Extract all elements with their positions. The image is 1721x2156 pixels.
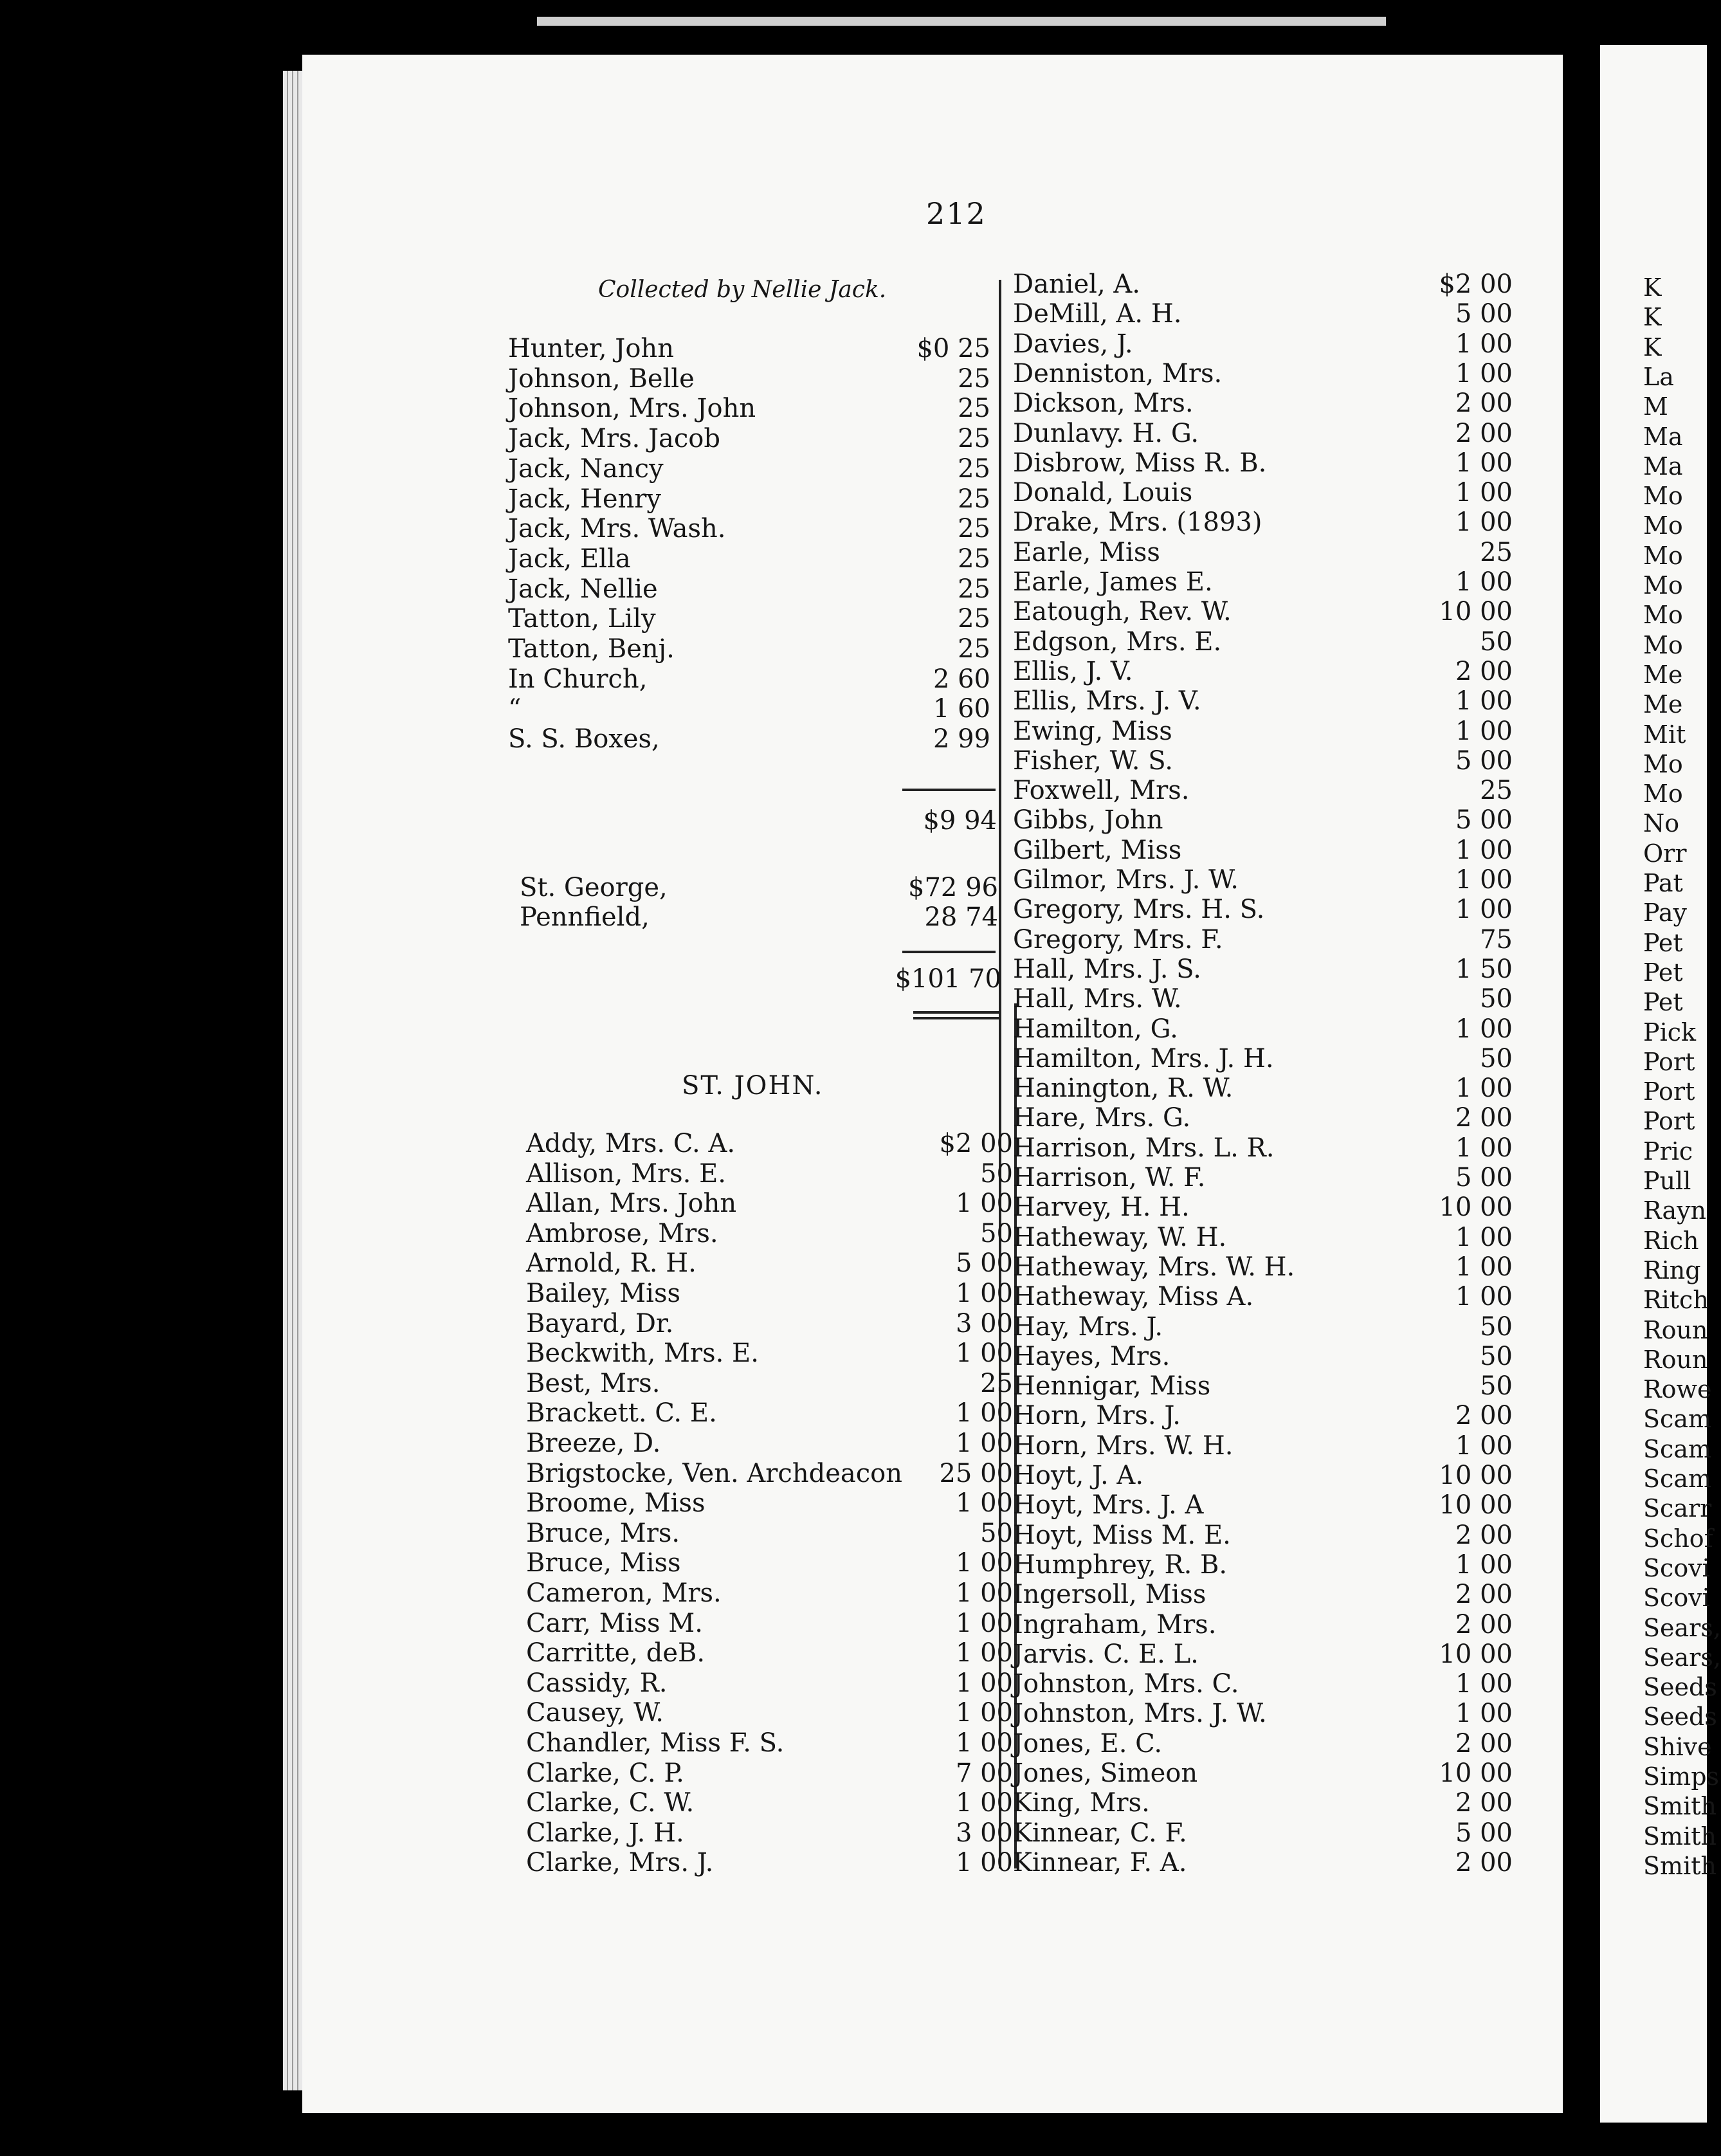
right-entry-amount: 2 00 xyxy=(1455,1580,1513,1609)
right-entry-name: Harrison, W. F. xyxy=(1013,1163,1206,1192)
right-entry-name: Disbrow, Miss R. B. xyxy=(1013,448,1267,478)
right-entry-name: Hall, Mrs. W. xyxy=(1013,984,1182,1014)
top-edge-strip xyxy=(537,17,1386,26)
right-entry-amount: 5 00 xyxy=(1455,1163,1513,1192)
next-page-fragment: Mo xyxy=(1643,750,1683,778)
right-entry-name: King, Mrs. xyxy=(1013,1788,1150,1818)
next-page-fragment: Port xyxy=(1643,1077,1695,1106)
next-page-fragment: Scam xyxy=(1643,1435,1712,1463)
entry-amount: 1 60 xyxy=(933,694,990,724)
right-entry-amount: 5 00 xyxy=(1455,1818,1513,1848)
right-entry-name: DeMill, A. H. xyxy=(1013,299,1182,329)
right-entry-amount: 2 00 xyxy=(1455,657,1513,686)
right-entry-name: Hoyt, J. A. xyxy=(1013,1461,1144,1490)
st-john-entry-amount: 25 00 xyxy=(939,1459,1013,1488)
right-entry-amount: 1 00 xyxy=(1455,359,1513,388)
right-entry-name: Hare, Mrs. G. xyxy=(1013,1103,1191,1133)
right-entry-name: Gregory, Mrs. H. S. xyxy=(1013,895,1265,924)
right-entry-name: Daniel, A. xyxy=(1013,270,1140,299)
right-entry-name: Gregory, Mrs. F. xyxy=(1013,925,1223,955)
st-john-entry-amount: 1 00 xyxy=(955,1338,1013,1368)
next-page-fragment: Simps xyxy=(1643,1762,1720,1791)
st-john-entry-amount: 1 00 xyxy=(955,1189,1013,1218)
st-john-entry-amount: $2 00 xyxy=(939,1129,1013,1158)
entry-name: Tatton, Lily xyxy=(508,604,656,634)
next-page-fragment: Me xyxy=(1643,661,1683,689)
right-entry-amount: 2 00 xyxy=(1455,388,1513,418)
right-entry-amount: 1 00 xyxy=(1455,895,1513,924)
right-entry-amount: 25 xyxy=(1480,538,1513,567)
next-page-fragment: M xyxy=(1643,392,1668,421)
st-john-entry-name: Allison, Mrs. E. xyxy=(526,1159,727,1189)
right-entry-amount: 50 xyxy=(1480,1312,1513,1342)
next-page-fragment: Pric xyxy=(1643,1137,1693,1165)
entry-name: Jack, Henry xyxy=(508,484,661,514)
entry-amount: 25 xyxy=(958,424,990,453)
total-amount: $101 70 xyxy=(895,964,1001,994)
right-entry-amount: 50 xyxy=(1480,984,1513,1014)
right-entry-amount: 2 00 xyxy=(1455,419,1513,448)
entry-name: S. S. Boxes, xyxy=(508,724,660,754)
entry-amount: 25 xyxy=(958,634,990,664)
right-entry-amount: 50 xyxy=(1480,1044,1513,1073)
next-page-fragment: Schof xyxy=(1643,1524,1713,1553)
right-entry-name: Ingraham, Mrs. xyxy=(1013,1610,1217,1640)
right-entry-amount: 2 00 xyxy=(1455,1610,1513,1640)
next-page-fragment: Pay xyxy=(1643,899,1687,927)
right-entry-amount: 5 00 xyxy=(1455,805,1513,835)
st-john-entry-amount: 50 xyxy=(980,1159,1013,1189)
right-entry-name: Foxwell, Mrs. xyxy=(1013,776,1190,805)
st-john-entry-name: Chandler, Miss F. S. xyxy=(526,1728,785,1758)
right-entry-name: Ewing, Miss xyxy=(1013,717,1172,746)
right-entry-amount: 2 00 xyxy=(1455,1729,1513,1759)
right-entry-name: Hay, Mrs. J. xyxy=(1013,1312,1163,1342)
st-john-entry-name: Bailey, Miss xyxy=(526,1279,681,1308)
next-page-fragment: Rayn xyxy=(1643,1196,1707,1225)
right-entry-amount: 1 00 xyxy=(1455,1699,1513,1728)
group-entry-amount: $72 96 xyxy=(908,873,998,902)
right-entry-amount: 1 00 xyxy=(1455,1223,1513,1252)
entry-amount: 25 xyxy=(958,394,990,423)
right-entry-amount: 10 00 xyxy=(1439,597,1513,626)
st-john-entry-amount: 1 00 xyxy=(955,1668,1013,1698)
st-john-entry-name: Ambrose, Mrs. xyxy=(526,1219,718,1248)
next-page-fragment: Orr xyxy=(1643,839,1687,868)
total-double-rule-b xyxy=(913,1017,1000,1019)
st-john-entry-amount: 50 xyxy=(980,1219,1013,1248)
right-entry-name: Hanington, R. W. xyxy=(1013,1073,1234,1103)
st-john-entry-amount: 1 00 xyxy=(955,1398,1013,1428)
st-john-entry-amount: 25 xyxy=(980,1369,1013,1398)
right-entry-name: Earle, Miss xyxy=(1013,538,1160,567)
st-john-entry-name: Causey, W. xyxy=(526,1698,664,1728)
right-entry-name: Fisher, W. S. xyxy=(1013,746,1173,776)
right-entry-amount: 1 00 xyxy=(1455,1133,1513,1163)
st-john-entry-name: Best, Mrs. xyxy=(526,1369,660,1398)
next-page-fragment: Rich xyxy=(1643,1227,1699,1255)
next-page-fragment: Scarr xyxy=(1643,1494,1712,1522)
st-john-entry-name: Bruce, Mrs. xyxy=(526,1519,680,1548)
right-entry-name: Drake, Mrs. (1893) xyxy=(1013,507,1262,537)
next-page-fragment: Port xyxy=(1643,1048,1695,1076)
right-entry-amount: 2 00 xyxy=(1455,1848,1513,1877)
entry-name: Jack, Ella xyxy=(508,544,631,574)
right-entry-amount: 1 50 xyxy=(1455,955,1513,984)
right-entry-amount: 1 00 xyxy=(1455,865,1513,895)
next-page-fragment: Pull xyxy=(1643,1167,1691,1195)
right-entry-amount: 1 00 xyxy=(1455,1252,1513,1282)
st-john-entry-amount: 1 00 xyxy=(955,1609,1013,1638)
st-john-entry-amount: 5 00 xyxy=(955,1248,1013,1278)
st-john-entry-amount: 1 00 xyxy=(955,1848,1013,1877)
next-page-fragment: Mit xyxy=(1643,720,1686,749)
st-john-entry-name: Cameron, Mrs. xyxy=(526,1578,722,1608)
next-page-fragment: No xyxy=(1643,809,1680,837)
next-page-fragment: K xyxy=(1643,333,1662,361)
group-entry-name: St. George, xyxy=(520,873,668,902)
next-page-fragment: Ritch xyxy=(1643,1286,1709,1314)
next-page-fragment: Me xyxy=(1643,690,1683,718)
next-page-fragment: Seeds xyxy=(1643,1703,1717,1731)
right-entry-name: Hall, Mrs. J. S. xyxy=(1013,955,1201,984)
right-entry-name: Hatheway, Mrs. W. H. xyxy=(1013,1252,1295,1282)
entry-amount: 2 99 xyxy=(933,724,990,754)
st-john-entry-name: Breeze, D. xyxy=(526,1429,661,1458)
right-entry-name: Jones, Simeon xyxy=(1013,1759,1198,1788)
st-john-entry-name: Broome, Miss xyxy=(526,1488,706,1518)
st-john-entry-name: Allan, Mrs. John xyxy=(526,1189,737,1218)
next-page-fragment: Shive xyxy=(1643,1733,1712,1761)
collector-heading: Collected by Nellie Jack. xyxy=(598,277,887,303)
right-entry-name: Dickson, Mrs. xyxy=(1013,388,1194,418)
group-entry-amount: 28 74 xyxy=(924,902,998,932)
st-john-entry-amount: 50 xyxy=(980,1519,1013,1548)
right-entry-amount: 10 00 xyxy=(1439,1461,1513,1490)
entry-name: Jack, Mrs. Wash. xyxy=(508,514,726,544)
right-entry-amount: 1 00 xyxy=(1455,686,1513,716)
right-entry-name: Kinnear, C. F. xyxy=(1013,1818,1187,1848)
right-entry-amount: 75 xyxy=(1480,925,1513,955)
right-entry-amount: 10 00 xyxy=(1439,1640,1513,1669)
next-page-fragment: Smith xyxy=(1643,1822,1716,1850)
right-entry-amount: 1 00 xyxy=(1455,448,1513,478)
right-entry-amount: 1 00 xyxy=(1455,717,1513,746)
right-entry-amount: 1 00 xyxy=(1455,1073,1513,1103)
st-john-entry-name: Cassidy, R. xyxy=(526,1668,668,1698)
next-page-fragment: Pet xyxy=(1643,929,1683,957)
st-john-entry-name: Bruce, Miss xyxy=(526,1548,681,1578)
next-page-fragment: Scam xyxy=(1643,1465,1712,1493)
right-entry-amount: 2 00 xyxy=(1455,1521,1513,1550)
right-entry-name: Hatheway, Miss A. xyxy=(1013,1282,1254,1311)
entry-name: Hunter, John xyxy=(508,334,674,363)
st-john-entry-name: Clarke, J. H. xyxy=(526,1818,684,1848)
st-john-entry-amount: 1 00 xyxy=(955,1578,1013,1608)
entry-amount: 25 xyxy=(958,454,990,484)
st-john-entry-name: Carritte, deB. xyxy=(526,1638,706,1668)
right-entry-amount: 2 00 xyxy=(1455,1103,1513,1133)
next-page-fragment: Scovi xyxy=(1643,1554,1710,1582)
next-page-fragment: Pet xyxy=(1643,958,1683,987)
st-john-entry-name: Clarke, C. W. xyxy=(526,1788,695,1818)
next-page-fragment: Roun xyxy=(1643,1316,1708,1344)
entry-amount: 25 xyxy=(958,484,990,514)
right-entry-name: Johnston, Mrs. J. W. xyxy=(1013,1699,1267,1728)
group-entry-name: Pennfield, xyxy=(520,902,650,932)
entry-name: Johnson, Belle xyxy=(508,364,695,394)
st-john-entry-name: Addy, Mrs. C. A. xyxy=(526,1129,736,1158)
next-page-fragment: Mo xyxy=(1643,482,1683,510)
entry-amount: $0 25 xyxy=(916,334,990,363)
st-john-entry-amount: 7 00 xyxy=(955,1759,1013,1788)
right-entry-name: Hamilton, Mrs. J. H. xyxy=(1013,1044,1274,1073)
st-john-entry-name: Carr, Miss M. xyxy=(526,1609,703,1638)
st-john-entry-amount: 1 00 xyxy=(955,1548,1013,1578)
right-entry-name: Hamilton, G. xyxy=(1013,1014,1178,1044)
entry-name: Jack, Mrs. Jacob xyxy=(508,424,720,453)
st-john-entry-name: Clarke, C. P. xyxy=(526,1759,684,1788)
st-john-entry-amount: 1 00 xyxy=(955,1788,1013,1818)
right-entry-name: Jones, E. C. xyxy=(1013,1729,1163,1759)
next-page-fragment: Smith xyxy=(1643,1852,1716,1880)
entry-name: “ xyxy=(508,694,522,724)
next-page-fragment: Seeds xyxy=(1643,1673,1717,1701)
right-entry-name: Hennigar, Miss xyxy=(1013,1371,1211,1401)
st-john-entry-amount: 1 00 xyxy=(955,1728,1013,1758)
right-entry-name: Horn, Mrs. W. H. xyxy=(1013,1431,1234,1461)
right-entry-amount: 50 xyxy=(1480,1371,1513,1401)
st-john-entry-name: Arnold, R. H. xyxy=(526,1248,697,1278)
right-entry-amount: 5 00 xyxy=(1455,746,1513,776)
section-title-st-john: ST. JOHN. xyxy=(682,1071,824,1101)
right-entry-name: Johnston, Mrs. C. xyxy=(1013,1669,1239,1699)
entry-name: Tatton, Benj. xyxy=(508,634,675,664)
next-page-fragment: Sears, xyxy=(1643,1614,1721,1642)
right-entry-name: Davies, J. xyxy=(1013,329,1133,359)
right-entry-amount: 10 00 xyxy=(1439,1192,1513,1222)
st-john-entry-name: Clarke, Mrs. J. xyxy=(526,1848,714,1877)
st-john-entry-name: Brackett. C. E. xyxy=(526,1398,717,1428)
right-entry-name: Hoyt, Miss M. E. xyxy=(1013,1521,1231,1550)
right-entry-amount: 25 xyxy=(1480,776,1513,805)
next-page-fragment: Rowe xyxy=(1643,1375,1712,1403)
right-entry-name: Humphrey, R. B. xyxy=(1013,1550,1228,1580)
next-page-fragment: Mo xyxy=(1643,601,1683,629)
next-page-fragment: K xyxy=(1643,273,1662,302)
st-john-entry-name: Bayard, Dr. xyxy=(526,1309,674,1338)
right-entry-amount: $2 00 xyxy=(1439,270,1513,299)
st-john-entry-amount: 1 00 xyxy=(955,1698,1013,1728)
next-page-fragment: Pet xyxy=(1643,988,1683,1016)
right-entry-name: Hatheway, W. H. xyxy=(1013,1223,1227,1252)
right-entry-name: Horn, Mrs. J. xyxy=(1013,1401,1181,1430)
entry-amount: 25 xyxy=(958,574,990,604)
next-page-fragment: Mo xyxy=(1643,571,1683,599)
next-page-fragment: Ma xyxy=(1643,423,1683,451)
right-entry-amount: 1 00 xyxy=(1455,836,1513,865)
next-page-fragment: Scovi xyxy=(1643,1584,1710,1612)
book-page xyxy=(302,55,1563,2113)
subtotal-rule xyxy=(902,789,996,791)
right-entry-name: Denniston, Mrs. xyxy=(1013,359,1223,388)
st-john-entry-amount: 3 00 xyxy=(955,1309,1013,1338)
next-page-fragment: Roun xyxy=(1643,1346,1708,1374)
right-entry-amount: 1 00 xyxy=(1455,478,1513,507)
right-entry-name: Dunlavy. H. G. xyxy=(1013,419,1199,448)
entry-amount: 25 xyxy=(958,514,990,544)
right-entry-name: Gilbert, Miss xyxy=(1013,836,1182,865)
right-entry-name: Gilmor, Mrs. J. W. xyxy=(1013,865,1239,895)
next-page-fragment: Mo xyxy=(1643,511,1683,540)
next-page-fragment: Sears, xyxy=(1643,1643,1721,1672)
next-page-fragment: Ring xyxy=(1643,1256,1701,1284)
right-entry-name: Harrison, Mrs. L. R. xyxy=(1013,1133,1275,1163)
right-entry-name: Gibbs, John xyxy=(1013,805,1163,835)
right-entry-name: Eatough, Rev. W. xyxy=(1013,597,1232,626)
total-double-rule-a xyxy=(913,1011,1000,1014)
next-page-fragment: K xyxy=(1643,303,1662,331)
st-john-entry-amount: 1 00 xyxy=(955,1429,1013,1458)
right-entry-name: Ellis, J. V. xyxy=(1013,657,1133,686)
next-page-fragment: Ma xyxy=(1643,452,1683,480)
right-entry-amount: 1 00 xyxy=(1455,1014,1513,1044)
right-entry-amount: 1 00 xyxy=(1455,1282,1513,1311)
entry-amount: 25 xyxy=(958,364,990,394)
right-entry-amount: 1 00 xyxy=(1455,1669,1513,1699)
next-page-fragment: Pick xyxy=(1643,1018,1697,1046)
entry-name: Jack, Nancy xyxy=(508,454,664,484)
right-entry-name: Hoyt, Mrs. J. A xyxy=(1013,1490,1204,1520)
st-john-entry-amount: 1 00 xyxy=(955,1488,1013,1518)
st-john-entry-amount: 3 00 xyxy=(955,1818,1013,1848)
entry-name: Johnson, Mrs. John xyxy=(508,394,756,423)
right-entry-amount: 50 xyxy=(1480,627,1513,657)
right-entry-name: Ingersoll, Miss xyxy=(1013,1580,1207,1609)
right-entry-amount: 1 00 xyxy=(1455,1550,1513,1580)
total-rule xyxy=(902,951,996,953)
right-entry-name: Harvey, H. H. xyxy=(1013,1192,1190,1222)
right-entry-amount: 50 xyxy=(1480,1342,1513,1371)
next-page-fragment: Smith xyxy=(1643,1792,1716,1820)
st-john-entry-amount: 1 00 xyxy=(955,1279,1013,1308)
right-entry-name: Edgson, Mrs. E. xyxy=(1013,627,1222,657)
next-page-fragment: La xyxy=(1643,363,1674,391)
right-entry-name: Donald, Louis xyxy=(1013,478,1193,507)
right-entry-amount: 2 00 xyxy=(1455,1788,1513,1818)
right-entry-amount: 1 00 xyxy=(1455,507,1513,537)
right-entry-amount: 10 00 xyxy=(1439,1759,1513,1788)
right-entry-amount: 5 00 xyxy=(1455,299,1513,329)
next-page-fragment: Mo xyxy=(1643,780,1683,808)
next-page-fragment: Scam xyxy=(1643,1405,1712,1433)
right-entry-name: Ellis, Mrs. J. V. xyxy=(1013,686,1201,716)
right-entry-name: Jarvis. C. E. L. xyxy=(1013,1640,1199,1669)
right-entry-name: Earle, James E. xyxy=(1013,567,1213,597)
right-entry-amount: 1 00 xyxy=(1455,329,1513,359)
next-page-fragment: Mo xyxy=(1643,631,1683,659)
right-entry-amount: 1 00 xyxy=(1455,1431,1513,1461)
right-entry-amount: 1 00 xyxy=(1455,567,1513,597)
subtotal-amount: $9 94 xyxy=(923,806,997,836)
entry-amount: 25 xyxy=(958,544,990,574)
right-entry-name: Hayes, Mrs. xyxy=(1013,1342,1170,1371)
next-page-fragment: Port xyxy=(1643,1107,1695,1135)
entry-name: In Church, xyxy=(508,664,648,694)
entry-name: Jack, Nellie xyxy=(508,574,658,604)
next-page-fragment: Pat xyxy=(1643,869,1683,897)
right-entry-amount: 10 00 xyxy=(1439,1490,1513,1520)
right-entry-amount: 2 00 xyxy=(1455,1401,1513,1430)
st-john-entry-name: Beckwith, Mrs. E. xyxy=(526,1338,759,1368)
st-john-entry-amount: 1 00 xyxy=(955,1638,1013,1668)
next-page-fragment: Mo xyxy=(1643,542,1683,570)
page-number: 212 xyxy=(926,196,987,231)
entry-amount: 2 60 xyxy=(933,664,990,694)
right-entry-name: Kinnear, F. A. xyxy=(1013,1848,1187,1877)
st-john-entry-name: Brigstocke, Ven. Archdeacon xyxy=(526,1459,902,1488)
entry-amount: 25 xyxy=(958,604,990,634)
